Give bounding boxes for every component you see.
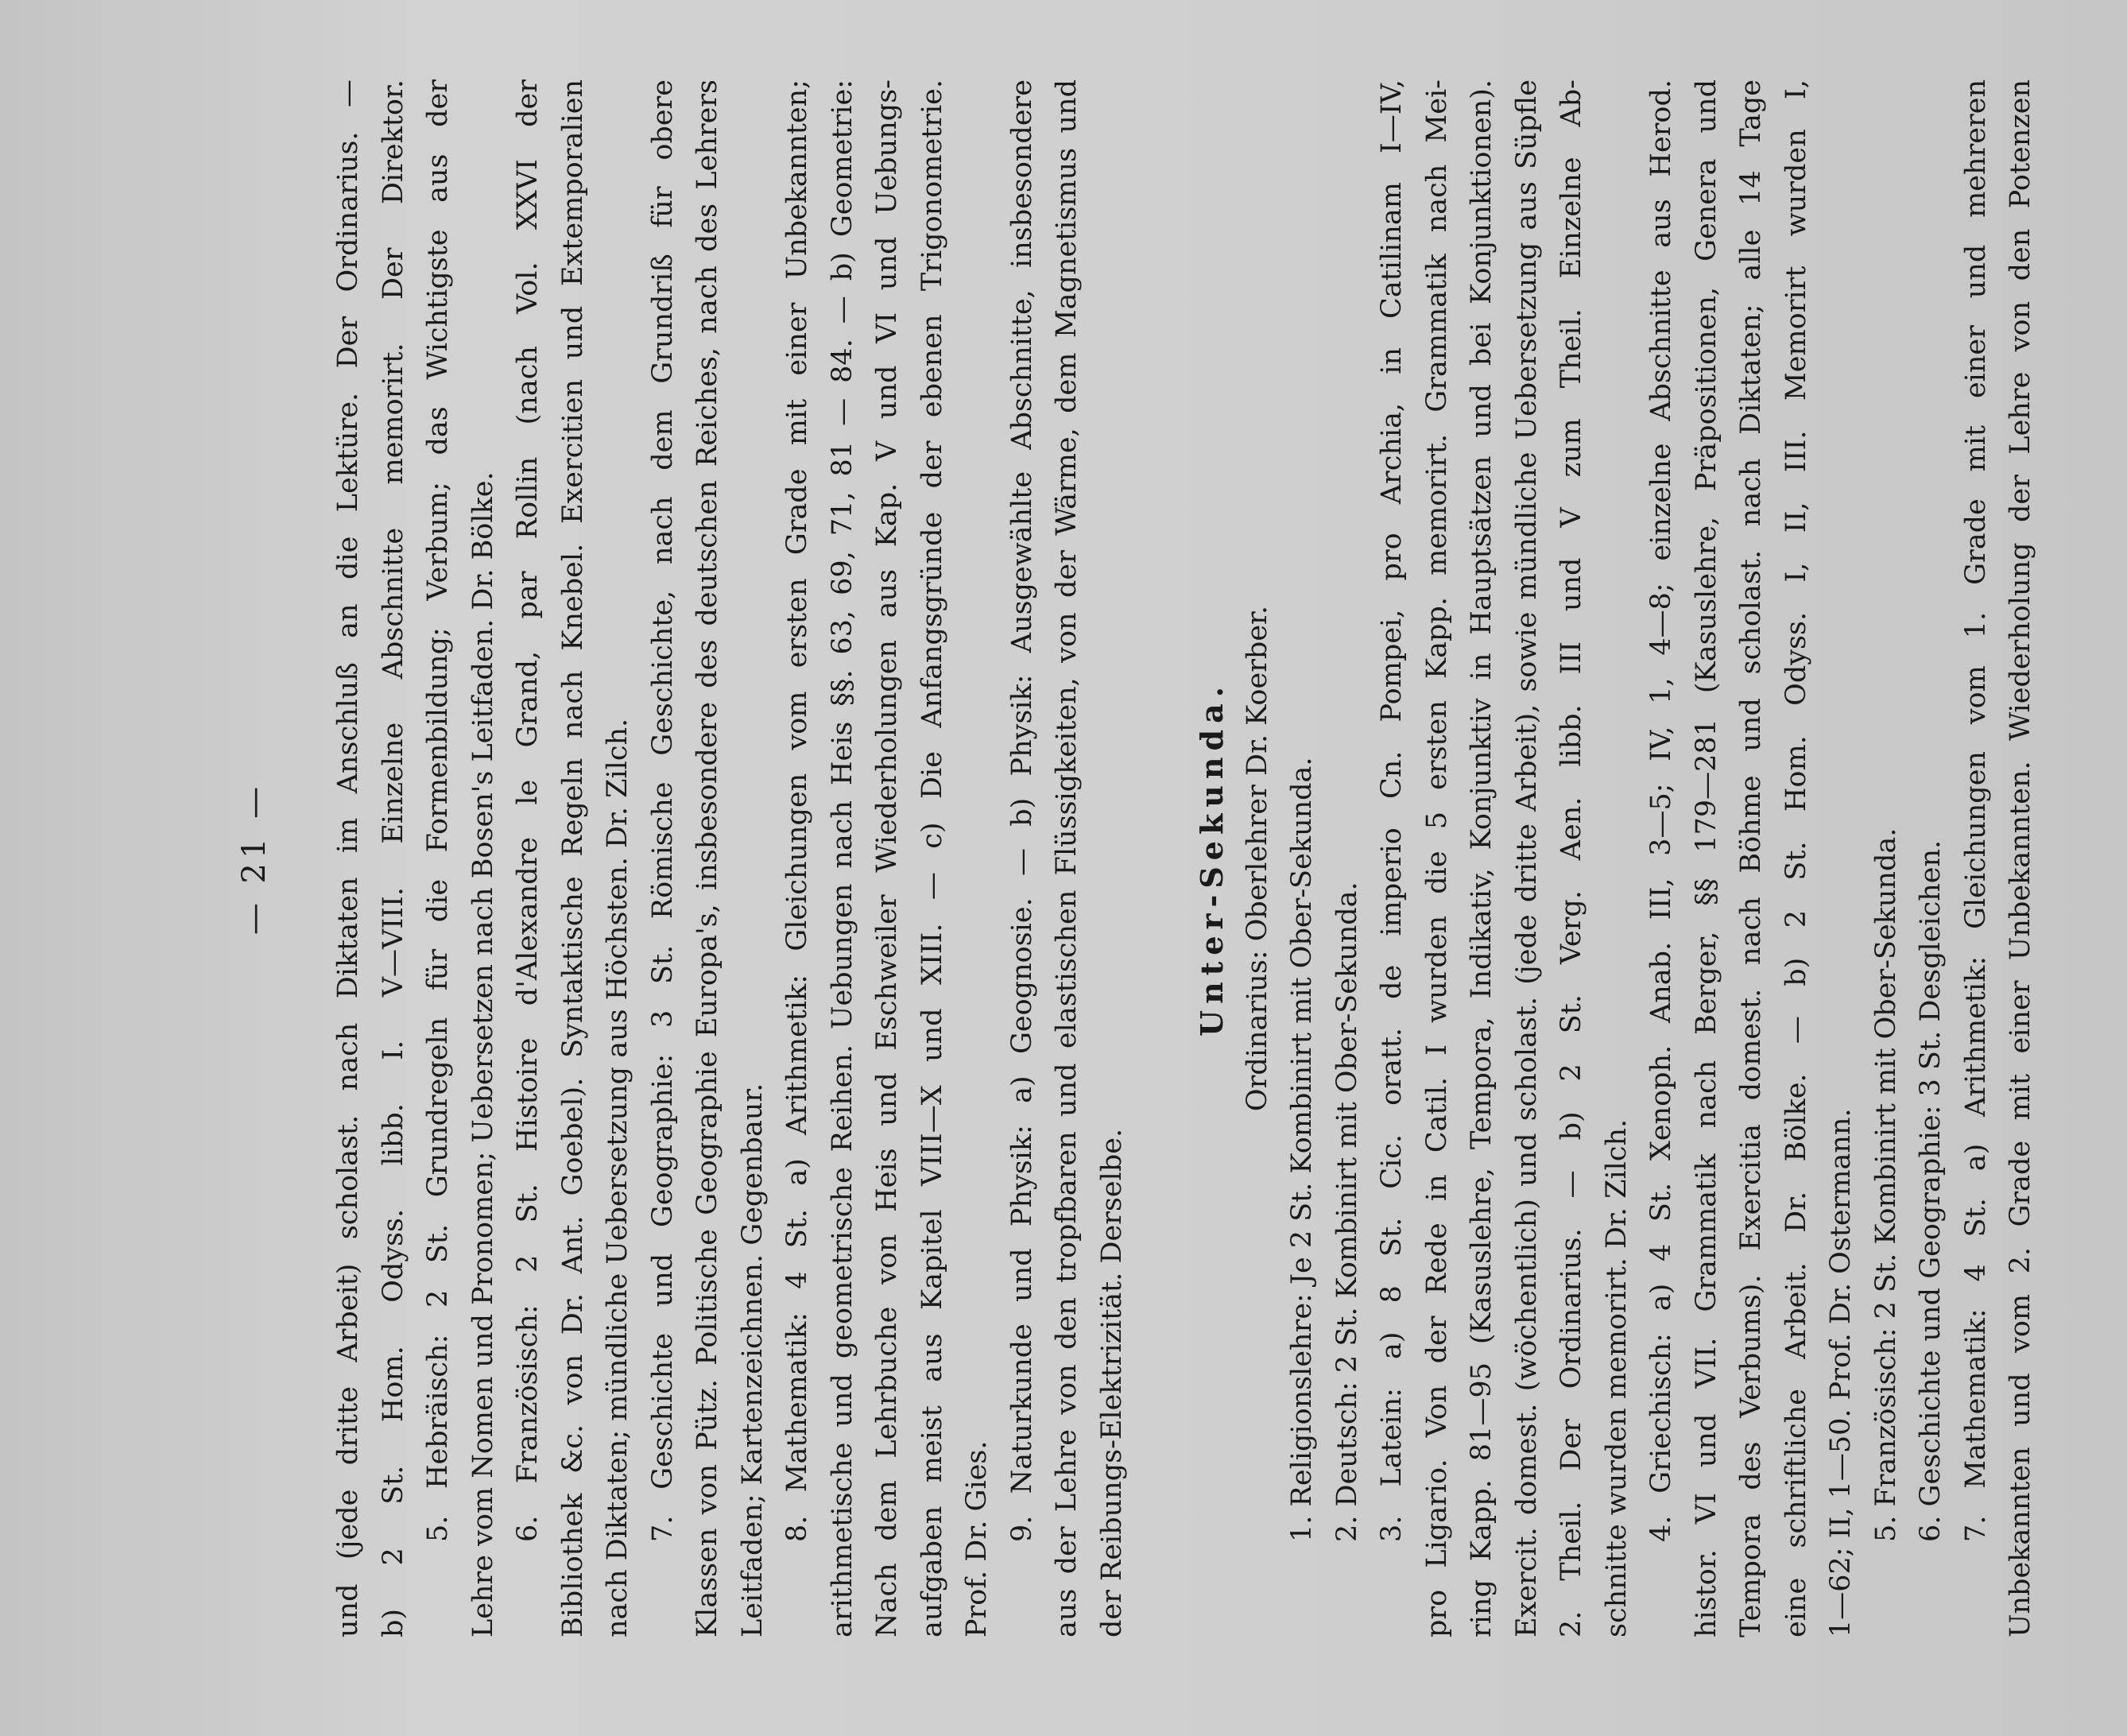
- text-line: Bibliothek &c. von Dr. Ant. Goebel). Syntaktische Regeln nach Knebel. Exercitien und Extemporalien: [556, 79, 589, 1637]
- text-line: 1—62; II, 1—50. Prof. Dr. Ostermann.: [1825, 1108, 1857, 1637]
- text-line: b) 2 St. Hom. Odyss. libb. I. V—VIII. Einzelne Abschnitte memorirt. Der Direktor.: [377, 79, 409, 1637]
- text-line: aus der Lehre von den tropfbaren und elastischen Flüssigkeiten, von der Wärme, dem Magnetismus und: [1051, 79, 1083, 1637]
- text-line: Exercit. domest. (wöchentlich) und scholast. (jede dritte Arbeit), sowie mündliche Uebersetzung aus Süpfle: [1510, 79, 1543, 1637]
- text-line: 3. Latein: a) 8 St. Cic. oratt. de imperio Cn. Pompei, pro Archia, in Catilinam I—IV,: [1376, 79, 1408, 1542]
- text-line: 7. Mathematik: 4 St. a) Arithmetik: Gleichungen vom 1. Grade mit einer und mehreren: [1959, 79, 1992, 1542]
- text-line: histor. VI und VII. Grammatik nach Berger, §§ 179—281 (Kasuslehre, Präpositionen, Genera und: [1690, 79, 1722, 1637]
- rotated-text-block: [231, 79, 2090, 1637]
- text-line: Nach dem Lehrbuche von Heis und Eschweiler Wiederholungen aus Kap. V und VI und Uebungs-: [871, 79, 903, 1637]
- text-line: Prof. Dr. Gies.: [961, 1440, 993, 1637]
- text-line: pro Ligario. Von der Rede in Catil. I wurden die 5 ersten Kapp. memorirt. Grammatik nach Mei-: [1420, 79, 1453, 1637]
- section-heading: Unter-Sekunda.: [1194, 680, 1230, 1037]
- text-line: Leitfaden; Kartenzeichnen. Gegenbaur.: [736, 1083, 769, 1637]
- text-line: der Reibungs-Elektrizität. Derselbe.: [1095, 1128, 1128, 1637]
- text-line: und (jede dritte Arbeit) scholast. nach Diktaten im Anschluß an die Lektüre. Der Ordinarius. —: [332, 79, 364, 1637]
- text-line: Klassen von Pütz. Politische Geographie Europa's, insbesondere des deutschen Reiches, nach des Lehrers: [692, 79, 723, 1637]
- text-line: 9. Naturkunde und Physik: a) Geognosie. — b) Physik: Ausgewählte Abschnitte, insbesondere: [1005, 79, 1038, 1542]
- text-line: nach Diktaten; mündliche Uebersetzung aus Höchsten. Dr. Zilch.: [602, 718, 633, 1637]
- text-line: 2. Deutsch: 2 St. Kombinirt mit Ober-Sekunda.: [1331, 882, 1363, 1542]
- text-line: Lehre vom Nomen und Pronomen; Uebersetzen nach Bosen's Leitfaden. Dr. Bölke.: [467, 471, 499, 1637]
- text-line: 8. Mathematik: 4 St. a) Arithmetik: Gleichungen vom ersten Grade mit einer Unbekannten;: [781, 79, 813, 1542]
- text-line: 1. Religionslehre: Je 2 St. Kombinirt mit Ober-Sekunda.: [1286, 757, 1318, 1542]
- text-line: 5. Hebräisch: 2 St. Grundregeln für die Formenbildung; Verbum; das Wichtigste aus der: [422, 79, 454, 1542]
- text-line: Tempora des Verbums). Exercitia domest. nach Böhme und scholast. nach Diktaten; alle 14 Tage: [1735, 79, 1767, 1637]
- text-line: schnitte wurden memorirt. Dr. Zilch.: [1600, 1118, 1633, 1637]
- text-line: 6. Französisch: 2 St. Histoire d'Alexandre le Grand, par Rollin (nach Vol. XXVI der: [512, 79, 544, 1542]
- text-line: Unbekannten und vom 2. Grade mit einer Unbekannten. Wiederholung der Lehre von den Potenzen: [2005, 79, 2036, 1637]
- text-line: ring Kapp. 81—95 (Kasuslehre, Tempora, Indikativ, Konjunktiv in Hauptsätzen und bei Konjunktionen).: [1466, 79, 1497, 1637]
- text-line: 2. Theil. Der Ordinarius. — b) 2 St. Verg. Aen. libb. III und V zum Theil. Einzelne Ab-: [1556, 79, 1587, 1637]
- page-number: — 21 —: [236, 781, 273, 936]
- ordinarius-line: Ordinarius: Oberlehrer Dr. Koerber.: [1241, 605, 1273, 1112]
- text-line: aufgaben meist aus Kapitel VIII—X und XIII. — c) Die Anfangsgründe der ebenen Trigonometrie.: [916, 79, 948, 1637]
- text-line: 6. Geschichte und Geographie: 3 St. Desgleichen.: [1915, 839, 1947, 1542]
- text-line: arithmetische und geometrische Reihen. Uebungen nach Heis §§. 63, 69, 71, 81 — 84. — b) Geometrie:: [826, 79, 858, 1637]
- text-line: 7. Geschichte und Geographie: 3 St. Römische Geschichte, nach dem Grundriß für obere: [646, 79, 679, 1542]
- text-line: eine schriftliche Arbeit. Dr. Bölke. — b) 2 St. Hom. Odyss. I, II, III. Memorirt wurden I,: [1780, 79, 1812, 1637]
- text-line: 4. Griechisch: a) 4 St. Xenoph. Anab. III, 3—5; IV, 1, 4—8; einzelne Abschnitte aus Herod.: [1645, 79, 1677, 1542]
- text-line: 5. Französisch: 2 St. Kombinirt mit Ober-Sekunda.: [1869, 827, 1902, 1542]
